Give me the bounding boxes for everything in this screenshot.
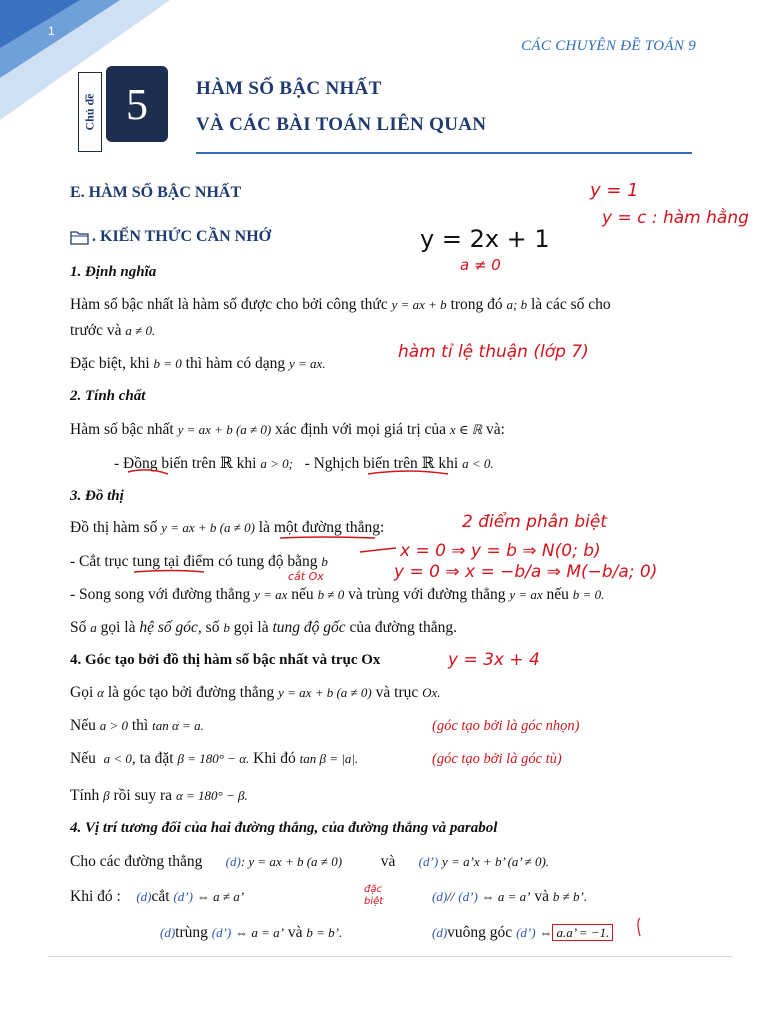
arrow-stroke bbox=[360, 548, 396, 552]
handwritten-example-function: y = 2x + 1 bbox=[420, 225, 550, 253]
section-heading: E. HÀM SỐ BẬC NHẤT bbox=[70, 184, 242, 201]
handwritten-note-two-points: 2 điểm phân biệt bbox=[462, 512, 607, 532]
angle-line-3: Nếu a < 0, ta đặt β = 180° − α. Khi đó tan β = |a|. bbox=[70, 750, 359, 767]
position-line-3a: (d)trùng (d’) ⇔ a = a’ và b = b’. bbox=[160, 924, 343, 941]
definition-line-3: Đặc biệt, khi b = 0 thì hàm có dạng y = ax. bbox=[70, 355, 326, 372]
underline-duong-thang bbox=[280, 537, 375, 538]
underline-nghich-bien bbox=[368, 471, 448, 474]
definition-line-1: Hàm số bậc nhất là hàm số được cho bởi công thức y = ax + b trong đó a; b là các số cho bbox=[70, 296, 611, 313]
graph-heading: 3. Đồ thị bbox=[70, 488, 124, 504]
graph-line-3: - Song song với đường thẳng y = ax nếu b ≠ 0 và trùng với đường thẳng y = ax nếu b = 0. bbox=[70, 586, 605, 603]
angle-line-2: Nếu a > 0 thì tan α = a. bbox=[70, 717, 204, 734]
position-heading: 4. Vị trí tương đối của hai đường thẳng, của đường thẳng và parabol bbox=[70, 820, 498, 836]
topic-number: 5 bbox=[106, 66, 168, 142]
properties-heading: 2. Tính chất bbox=[70, 388, 146, 404]
angle-heading: 4. Góc tạo bởi đồ thị hàm số bậc nhất và trục Ox bbox=[70, 652, 381, 668]
underline-truc-tung bbox=[134, 571, 204, 573]
properties-line-1: Hàm số bậc nhất y = ax + b (a ≠ 0) xác định với mọi giá trị của x ∈ ℝ và: bbox=[70, 421, 505, 438]
definition-heading: 1. Định nghĩa bbox=[70, 264, 157, 280]
definition-line-2: trước và a ≠ 0. bbox=[70, 322, 156, 339]
properties-line-2: - Đồng biến trên ℝ khi a > 0; - Nghịch biến trên ℝ khi a < 0. bbox=[114, 455, 494, 472]
page-number: 1 bbox=[48, 24, 55, 38]
handwritten-note-constant: y = c : hàm hằng bbox=[602, 208, 749, 228]
page-title-line1: HÀM SỐ BẬC NHẤT bbox=[196, 78, 382, 99]
position-line-1: Cho các đường thẳng (d): y = ax + b (a ≠ 0) và (d’) y = a’x + b’ (a’ ≠ 0). bbox=[70, 853, 550, 870]
handwritten-note-intercept-x: y = 0 ⇒ x = −b/a ⇒ M(−b/a; 0) bbox=[394, 562, 658, 582]
underline-dong-bien bbox=[128, 470, 168, 474]
angle-line-1: Gọi α là góc tạo bởi đường thẳng y = ax + b (a ≠ 0) và trục Ox. bbox=[70, 684, 441, 701]
acute-angle-note: (góc tạo bởi là góc nhọn) bbox=[432, 718, 580, 734]
obtuse-angle-note: (góc tạo bởi là góc tù) bbox=[432, 751, 562, 767]
graph-line-1: Đồ thị hàm số y = ax + b (a ≠ 0) là một đường thẳng: bbox=[70, 519, 385, 536]
page-title-line2: VÀ CÁC BÀI TOÁN LIÊN QUAN bbox=[196, 114, 487, 135]
subsection-heading-text: . KIẾN THỨC CẦN NHỚ bbox=[92, 228, 272, 245]
box-mark bbox=[638, 918, 640, 936]
handwritten-note-proportional: hàm tỉ lệ thuận (lớp 7) bbox=[398, 342, 589, 362]
handwritten-note-cut-ox: cắt Ox bbox=[288, 570, 324, 583]
position-line-2b: (d)// (d’) ⇔ a = a’ và b ≠ b’. bbox=[432, 888, 588, 905]
graph-line-4: Số a gọi là hệ số góc, số b gọi là tung độ gốc của đường thẳng. bbox=[70, 619, 457, 636]
handwritten-note-a-nonzero: a ≠ 0 bbox=[460, 256, 501, 274]
handwritten-example-slope: y = 3x + 4 bbox=[448, 650, 540, 670]
position-line-3b: (d)vuông góc (d’) ⇔ a.a’ = −1. bbox=[432, 924, 613, 942]
handwritten-note-special: đặc biệt bbox=[364, 884, 384, 907]
handwritten-note-y1: y = 1 bbox=[590, 180, 639, 201]
graph-line-2: - Cắt trục tung tại điểm có tung độ bằng b bbox=[70, 553, 328, 570]
series-title: CÁC CHUYÊN ĐỀ TOÁN 9 bbox=[521, 38, 696, 54]
topic-label: Chủ đề bbox=[82, 93, 97, 131]
angle-line-4: Tính β rồi suy ra α = 180° − β. bbox=[70, 787, 248, 804]
handwritten-note-intercept-y: x = 0 ⇒ y = b ⇒ N(0; b) bbox=[400, 541, 601, 561]
position-line-2a: Khi đó : (d)cắt (d’) ⇔ a ≠ a’ bbox=[70, 888, 245, 905]
